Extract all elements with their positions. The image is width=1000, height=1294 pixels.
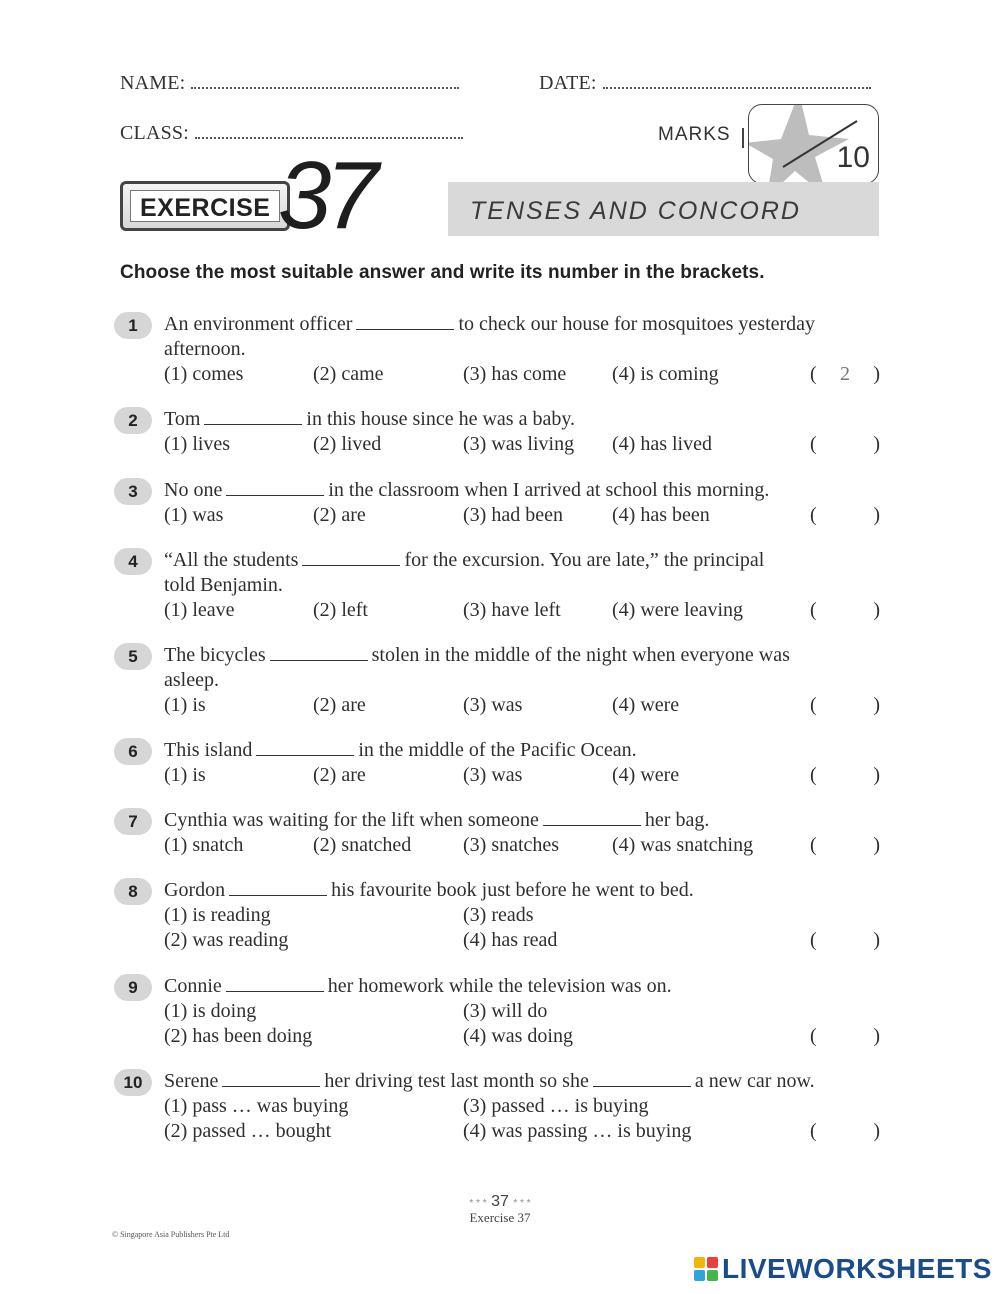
option-2: (2) lived (313, 433, 382, 455)
question-text (164, 738, 637, 763)
instruction: Choose the most suitable answer and write its number in the brackets. (120, 262, 765, 283)
question-number-badge: 8 (114, 878, 152, 905)
answer-blank[interactable] (226, 976, 324, 992)
marks-total: 10 (836, 141, 870, 174)
option-3: (3) was (463, 764, 523, 786)
footer-exercise-label: Exercise 37 (469, 1210, 531, 1225)
option-4: (4) was snatching (612, 834, 754, 856)
bracket-open: ( (810, 1120, 817, 1142)
option-1: (1) leave (164, 599, 235, 621)
question-number-badge: 7 (114, 808, 152, 835)
bracket-open: ( (810, 764, 817, 786)
question-text-segment: No one (164, 479, 223, 501)
question-text-segment: Connie (164, 975, 222, 997)
option-1: (1) is (164, 694, 206, 716)
option-2: (2) left (313, 599, 368, 621)
option-2: (2) came (313, 363, 384, 385)
footer-stars-right: * * * (513, 1198, 531, 1209)
option-1: (1) lives (164, 433, 231, 455)
answer-blank[interactable] (356, 314, 454, 330)
bracket-open: ( (810, 694, 817, 716)
question-text-segment: An environment officer (164, 313, 353, 335)
option-1: (1) snatch (164, 834, 244, 856)
question-text-segment: his favourite book just before he went to bed. (331, 879, 694, 901)
bracket-open: ( (810, 1025, 817, 1047)
question-text-segment: The bicycles (164, 644, 266, 666)
option-4: (4) were leaving (612, 599, 744, 621)
question-number-badge: 4 (114, 548, 152, 575)
question-number-badge: 2 (114, 407, 152, 434)
bracket-open: ( (810, 929, 817, 951)
class-dotted-line (195, 135, 463, 139)
question-text (164, 548, 764, 573)
question-number-badge: 9 (114, 974, 152, 1001)
liveworksheets-logo-icon (694, 1257, 718, 1281)
option-4: (4) were (612, 694, 680, 716)
question-text (164, 974, 672, 999)
date-label: DATE: (539, 72, 597, 94)
answer-blank[interactable] (302, 550, 400, 566)
bracket-close: ) (873, 1025, 880, 1047)
option-3: (3) reads (463, 904, 534, 926)
option-3: (3) passed … is buying (463, 1095, 649, 1117)
option-3: (3) was (463, 694, 523, 716)
bracket-close: ) (873, 504, 880, 526)
question-text-segment: to check our house for mosquitoes yesterday (458, 313, 816, 335)
name-field (120, 72, 459, 95)
option-1: (1) is doing (164, 1000, 257, 1022)
bracket-close: ) (873, 433, 880, 455)
question-text-segment: her driving test last month so she (324, 1070, 589, 1092)
question-text-segment: Tom (164, 408, 201, 430)
question-number-badge: 1 (114, 312, 152, 339)
question-text-continued: asleep. (164, 669, 219, 691)
logo-square-3 (694, 1270, 705, 1281)
bracket-close: ) (873, 694, 880, 716)
bracket-open: ( (810, 433, 817, 455)
question-text-segment: “All the students (164, 549, 299, 571)
option-4: (4) has been (612, 504, 710, 526)
option-3: (3) has come (463, 363, 567, 385)
bracket-open: ( (810, 504, 817, 526)
date-field (539, 72, 871, 95)
marks-divider (742, 128, 744, 148)
logo-square-1 (694, 1257, 705, 1268)
option-4: (4) has read (463, 929, 558, 951)
exercise-title: TENSES AND CONCORD (470, 197, 801, 225)
option-2: (2) are (313, 694, 366, 716)
question-text-segment: her homework while the television was on. (327, 975, 672, 997)
option-2: (2) are (313, 504, 366, 526)
bracket-open: ( (810, 834, 817, 856)
answer-blank[interactable] (256, 740, 354, 756)
question-text-segment: in this house since he was a baby. (306, 408, 576, 430)
marks-box (748, 104, 879, 184)
option-2: (2) has been doing (164, 1025, 313, 1047)
name-label: NAME: (120, 72, 186, 94)
question-number-badge: 3 (114, 478, 152, 505)
class-label: CLASS: (120, 122, 190, 144)
copyright: © Singapore Asia Publishers Pte Ltd (112, 1230, 230, 1239)
option-3: (3) had been (463, 504, 563, 526)
question-text (164, 407, 575, 432)
question-text-segment: a new car now. (694, 1070, 815, 1092)
question-text-continued: afternoon. (164, 338, 246, 360)
option-2: (2) snatched (313, 834, 412, 856)
bracket-close: ) (873, 363, 880, 385)
question-text-continued: told Benjamin. (164, 574, 283, 596)
question-text (164, 1069, 815, 1094)
option-3: (3) will do (463, 1000, 548, 1022)
option-4: (4) were (612, 764, 680, 786)
question-number-badge: 5 (114, 643, 152, 670)
question-text-segment: in the middle of the Pacific Ocean. (358, 739, 637, 761)
answer-value[interactable]: 2 (840, 363, 850, 385)
option-1: (1) is reading (164, 904, 271, 926)
liveworksheets-watermark (694, 1255, 992, 1283)
footer-stars-left: * * * (469, 1198, 487, 1209)
title-bar (448, 182, 879, 236)
bracket-close: ) (873, 764, 880, 786)
marks-label: MARKS (658, 124, 731, 145)
question-text-segment: for the excursion. You are late,” the principal (404, 549, 765, 571)
question-number-badge: 10 (114, 1069, 152, 1096)
option-1: (1) is (164, 764, 206, 786)
option-2: (2) are (313, 764, 366, 786)
question-text-segment: Serene (164, 1070, 219, 1092)
question-number-badge: 6 (114, 738, 152, 765)
option-2: (2) passed … bought (164, 1120, 332, 1142)
question-text-segment: stolen in the middle of the night when everyone was (371, 644, 790, 666)
bracket-open: ( (810, 363, 817, 385)
question-text (164, 878, 694, 903)
logo-square-4 (707, 1270, 718, 1281)
question-text-segment: This island (164, 739, 253, 761)
option-1: (1) was (164, 504, 224, 526)
bracket-close: ) (873, 1120, 880, 1142)
option-4: (4) is coming (612, 363, 719, 385)
option-4: (4) has lived (612, 433, 712, 455)
date-dotted-line (603, 85, 871, 89)
option-3: (3) have left (463, 599, 561, 621)
liveworksheets-text: LIVEWORKSHEETS (722, 1253, 992, 1284)
exercise-word: EXERCISE (140, 194, 271, 222)
answer-blank[interactable] (222, 1071, 320, 1087)
answer-blank[interactable] (593, 1071, 691, 1087)
answer-blank[interactable] (226, 480, 324, 496)
page-number-value: 37 (491, 1193, 509, 1210)
question-text-segment: her bag. (644, 809, 710, 831)
question-text-segment: in the classroom when I arrived at school this morning. (328, 479, 770, 501)
bracket-open: ( (810, 599, 817, 621)
bracket-close: ) (873, 599, 880, 621)
bracket-close: ) (873, 929, 880, 951)
question-text (164, 312, 815, 337)
name-dotted-line (191, 85, 459, 89)
bracket-close: ) (873, 834, 880, 856)
logo-square-2 (707, 1257, 718, 1268)
option-3: (3) snatches (463, 834, 560, 856)
answer-blank[interactable] (270, 645, 368, 661)
option-4: (4) was doing (463, 1025, 573, 1047)
question-text-segment: Cynthia was waiting for the lift when someone (164, 809, 539, 831)
question-text (164, 808, 709, 833)
option-4: (4) was passing … is buying (463, 1120, 692, 1142)
answer-blank[interactable] (229, 880, 327, 896)
page-number (0, 1193, 1000, 1211)
option-2: (2) was reading (164, 929, 289, 951)
option-3: (3) was living (463, 433, 575, 455)
option-1: (1) pass … was buying (164, 1095, 349, 1117)
option-1: (1) comes (164, 363, 244, 385)
exercise-number: 37 (278, 142, 373, 249)
question-text-segment: Gordon (164, 879, 226, 901)
question-text (164, 643, 790, 668)
question-text (164, 478, 769, 503)
answer-blank[interactable] (204, 409, 302, 425)
answer-blank[interactable] (543, 810, 641, 826)
